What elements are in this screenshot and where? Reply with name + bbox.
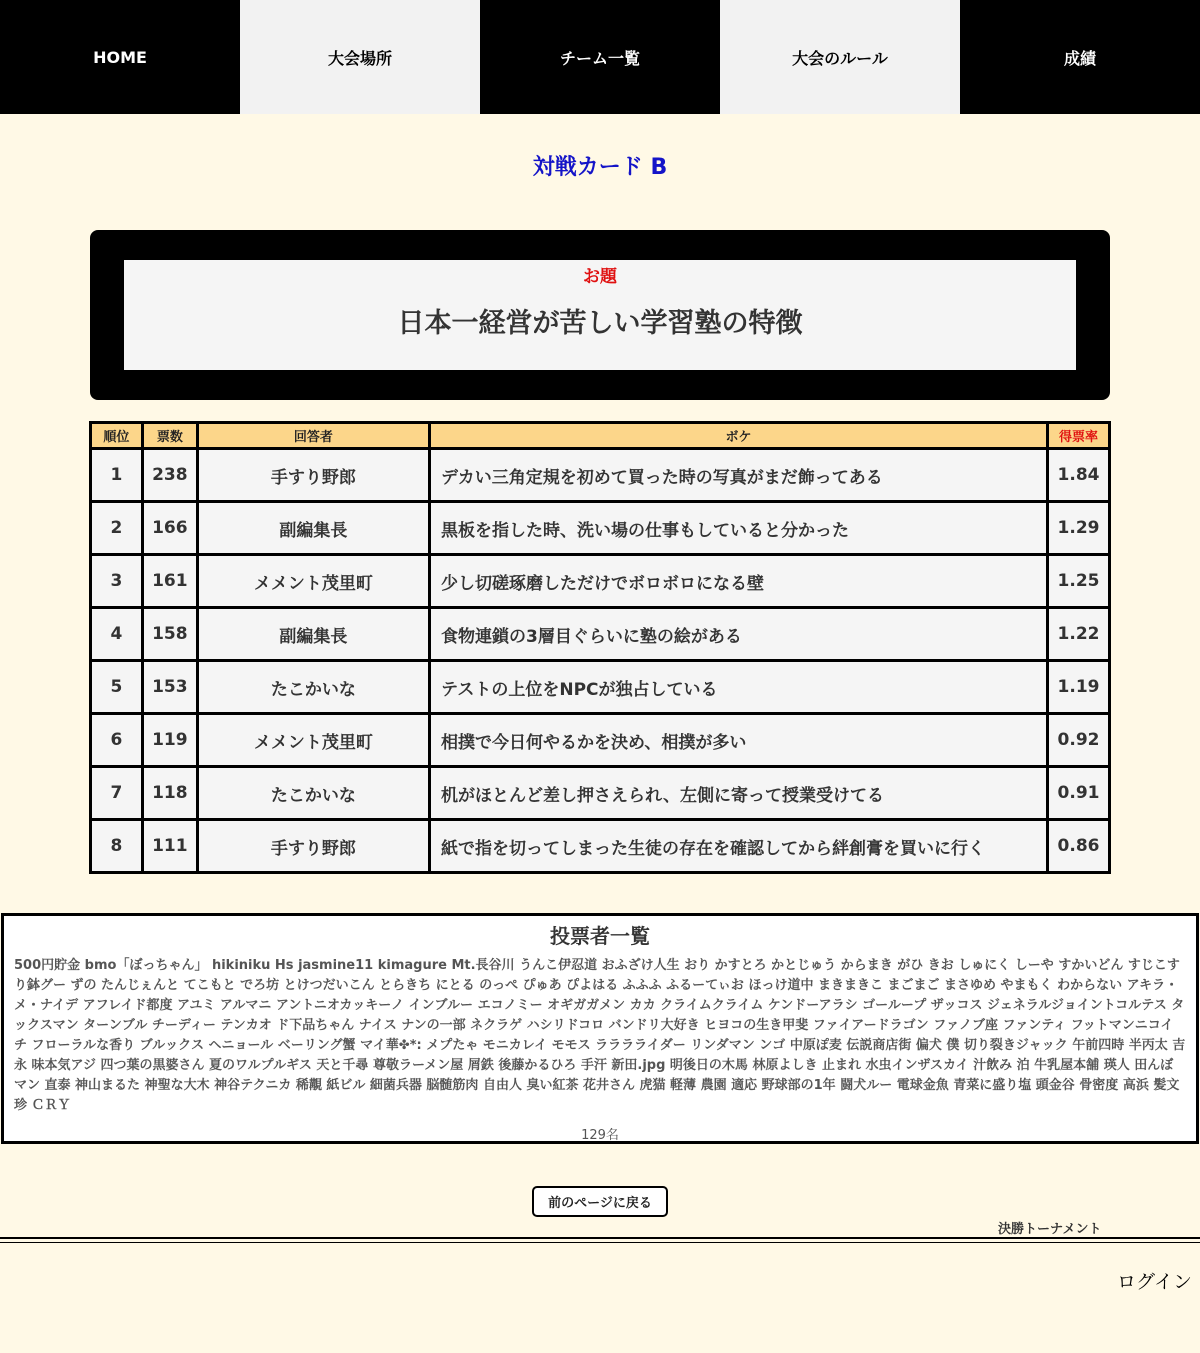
rank-cell: 3 [91,555,143,608]
author-cell: 副編集長 [197,502,429,555]
theme-panel [90,230,1110,400]
votes-cell: 111 [142,820,197,873]
header-votes: 票数 [142,423,197,449]
boke-cell: 紙で指を切ってしまった生徒の存在を確認してから絆創膏を買いに行く [430,820,1048,873]
rank-cell: 1 [91,449,143,502]
votes-cell: 158 [142,608,197,661]
rank-cell: 8 [91,820,143,873]
author-cell: たこかいな [197,661,429,714]
voters-list: 500円貯金 bmo「ぼっちゃん」 hikiniku Hs jasmine11 kimagure Mt.長谷川 うんこ伊忍道 おふざけ人生 おり かすとろ かとじゅう からまき がひ きお しゅにく しーや すかいどん すじこすり鉢グー ずの たんじぇんと てこもと でろ坊 とけつだいこん とらきち にとる のっぺ ぴゅあ ぴよはる ふふふ ふるーてぃお ほっけ道中 まきまきこ まごまご まさゆめ やまもく わからない アキラ・メ・ナイデ アフレイド都度 アユミ アルマニ アントニオカッキーノ インブルー エコノミー オギガガメン カカ クライムクライム ケンドーアラシ ゴーループ ザッコス ジェネラルジョイントコルテス タックスマン ターンブル チーディー テンカオ ド下品ちゃん ナイス ナンの一部 ネクラゲ ハシリドコロ バンドリ大好き ヒヨコの生き甲斐 ファイアードラゴン ファノブ座 ファンティ フットマンニコイチ フローラルな香り ブルックス ヘニョール ベーリング蟹 マイ華✤*: メプたゃ モニカレイ モモス ラララライダー リンダマン ンゴ 中原ぽ麦 伝説商店街 偏犬 僕 切り裂きジャック 午前四時 半丙太 吉永 味本気アジ 四つ葉の黒婆さん 夏のワルプルギス 天と千尋 尊敬ラーメン屋 屑鉄 後藤かるひろ 手汗 新田.jpg 明後日の木馬 林原よしき 止まれ 水虫インザスカイ 汁飲み 泊 牛乳屋本舗 瑛人 田んぼマン 直泰 神山まるた 神聖な大木 神谷テクニカ 稀覯 紙ビル 細菌兵器 脳髄筋肉 自由人 臭い紅茶 花井さん 虎猫 軽薄 農園 適応 野球部の1年 闘犬ルー 電球金魚 青菜に盛り塩 頭金谷 骨密度 高浜 髪文珍 ＣＲＹ [14,958,1186,1113]
table-row [91,449,1110,502]
theme-text: 日本一経営が苦しい学習塾の特徴 [397,308,803,339]
rank-cell: 6 [91,714,143,767]
header-boke: ボケ [430,423,1048,449]
theme-label: お題 [583,267,617,287]
nav-home[interactable]: HOME [0,0,240,114]
footer-divider [0,1237,1200,1239]
rate-cell: 0.92 [1048,714,1110,767]
table-row [91,767,1110,820]
login-link[interactable]: ログイン [1116,1271,1192,1293]
author-cell: 手すり野郎 [197,820,429,873]
voters-title: 投票者一覧 [550,924,650,948]
author-cell: メメント茂里町 [197,555,429,608]
author-cell: 手すり野郎 [197,449,429,502]
rate-cell: 1.25 [1048,555,1110,608]
votes-cell: 161 [142,555,197,608]
rank-cell: 7 [91,767,143,820]
votes-cell: 166 [142,502,197,555]
header-rank: 順位 [91,423,143,449]
table-row [91,555,1110,608]
table-row [91,714,1110,767]
author-cell: 副編集長 [197,608,429,661]
final-tournament-link[interactable]: 決勝トーナメント [998,1222,1102,1237]
nav-results[interactable]: 成績 [960,0,1200,114]
rate-cell: 0.86 [1048,820,1110,873]
boke-cell: 食物連鎖の3層目ぐらいに塾の絵がある [430,608,1048,661]
rate-cell: 0.91 [1048,767,1110,820]
rate-cell: 1.19 [1048,661,1110,714]
back-button[interactable]: 前のページに戻る [532,1186,668,1217]
table-row [91,820,1110,873]
table-row [91,608,1110,661]
voters-count: 129名 [581,1128,619,1143]
table-header-row [91,423,1110,449]
table-row [91,661,1110,714]
header-author: 回答者 [197,423,429,449]
author-cell: メメント茂里町 [197,714,429,767]
nav-rules[interactable]: 大会のルール [720,0,960,114]
rank-cell: 5 [91,661,143,714]
boke-cell: 相撲で今日何やるかを決め、相撲が多い [430,714,1048,767]
rank-cell: 2 [91,502,143,555]
results-table [89,421,1111,874]
votes-cell: 238 [142,449,197,502]
boke-cell: デカい三角定規を初めて買った時の写真がまだ飾ってある [430,449,1048,502]
boke-cell: 黒板を指した時、洗い場の仕事もしていると分かった [430,502,1048,555]
theme-inner [124,260,1076,370]
page-title: 対戦カード B [532,155,668,180]
votes-cell: 119 [142,714,197,767]
footer-divider-thin [0,1242,1200,1243]
nav-teams[interactable]: チーム一覧 [480,0,720,114]
boke-cell: 少し切磋琢磨しただけでボロボロになる壁 [430,555,1048,608]
rate-cell: 1.29 [1048,502,1110,555]
voters-panel [1,913,1199,1144]
boke-cell: テストの上位をNPCが独占している [430,661,1048,714]
rate-cell: 1.22 [1048,608,1110,661]
author-cell: たこかいな [197,767,429,820]
header-rate: 得票率 [1048,423,1110,449]
votes-cell: 153 [142,661,197,714]
nav-venue[interactable]: 大会場所 [240,0,480,114]
table-row [91,502,1110,555]
rate-cell: 1.84 [1048,449,1110,502]
boke-cell: 机がほとんど差し押さえられ、左側に寄って授業受けてる [430,767,1048,820]
rank-cell: 4 [91,608,143,661]
votes-cell: 118 [142,767,197,820]
top-nav [0,0,1200,114]
